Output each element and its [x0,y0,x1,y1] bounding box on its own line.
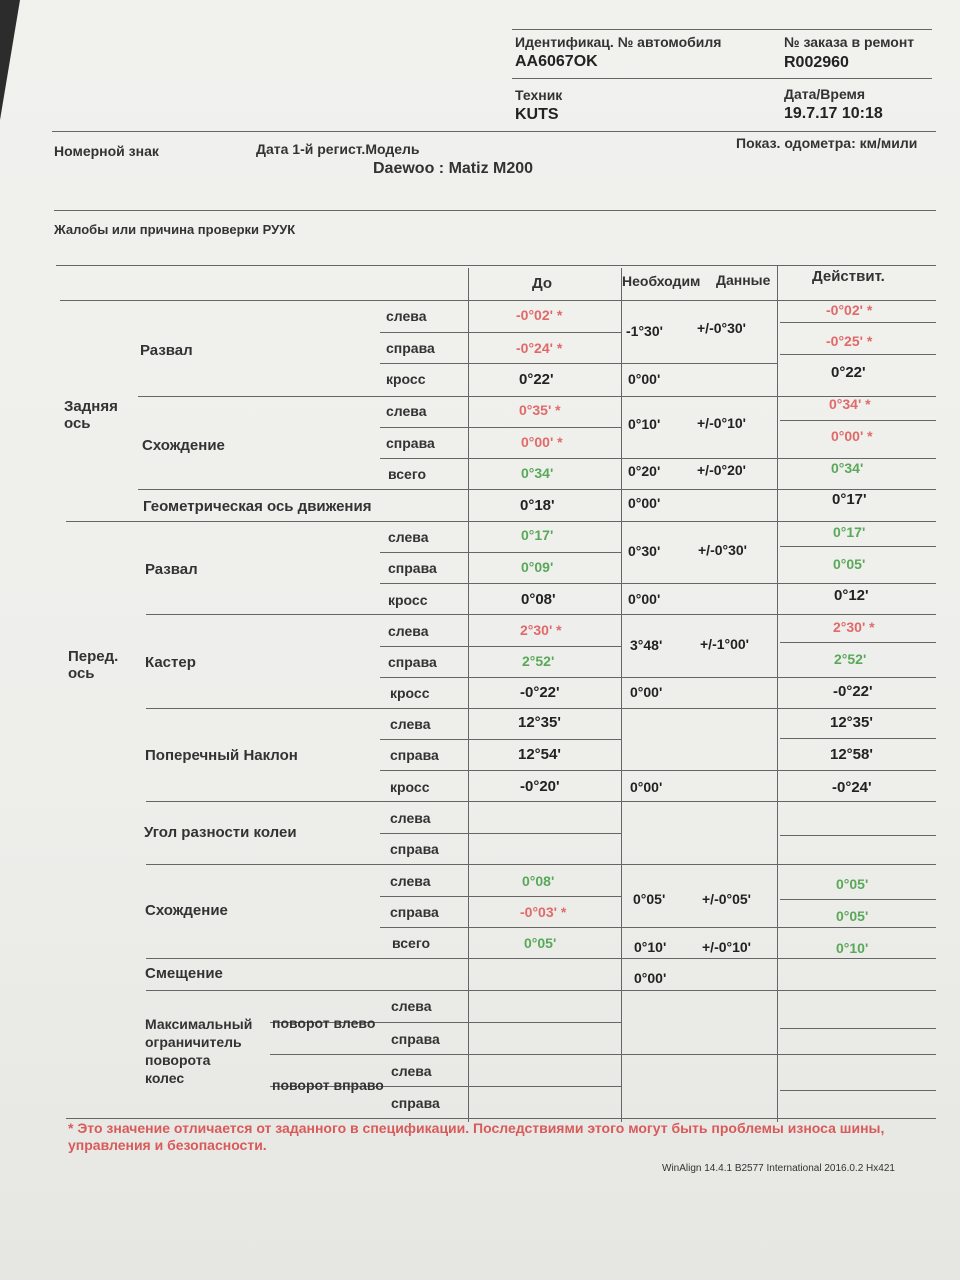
front-toe-right-label: справа [390,904,439,920]
front-toe-required: 0°05' [633,891,666,907]
turn-right-right-label: справа [391,1095,440,1111]
turn-left-right-label: справа [391,1031,440,1047]
rear-toe-right-actual: 0°00' * [831,428,873,444]
plate-label: Номерной знак [54,143,159,159]
front-sai-left-actual: 12°35' [830,714,873,731]
front-toe-left-label: слева [390,873,431,889]
order-value: R002960 [784,54,849,71]
row-rule [780,354,936,355]
front-camber-left-actual: 0°17' [833,524,866,540]
col-data: Данные [716,272,771,288]
rear-axle-label-2: ось [64,415,91,432]
front-sai-cross-actual: -0°24' [832,779,872,796]
col-required: Необходим [622,273,701,289]
row-rule [380,552,621,553]
rear-camber-tolerance: +/-0°30' [697,320,747,336]
rear-camber-cross-actual: 0°22' [831,364,866,381]
front-camber-right-before: 0°09' [521,559,554,575]
rear-toe-left-before: 0°35' * [519,402,561,418]
front-sai-right-actual: 12°58' [830,746,873,763]
front-toe-total-actual: 0°10' [836,940,869,956]
tech-value: KUTS [515,106,559,123]
row-rule [66,521,936,522]
front-toe-right-actual: 0°05' [836,908,869,924]
row-rule [380,833,621,834]
front-maxturn-label-4: колес [145,1070,185,1086]
front-camber-label: Развал [145,561,198,578]
front-camber-cross-required: 0°00' [628,591,661,607]
row-rule [780,738,936,739]
row-rule [380,646,621,647]
front-toe-diff-label: Угол разности колеи [144,824,297,841]
rear-toe-right-label: справа [386,435,435,451]
front-maxturn-label-3: поворота [145,1052,211,1068]
front-sai-right-before: 12°54' [518,746,561,763]
rear-toe-total-actual: 0°34' [831,460,864,476]
rear-toe-total-required: 0°20' [628,463,661,479]
front-camber-tolerance: +/-0°30' [698,542,748,558]
front-setback-label: Смещение [145,965,223,982]
vehicle-model: Daewoo : Matiz M200 [373,160,534,177]
front-caster-tolerance: +/-1°00' [700,636,750,652]
turn-right-label: поворот вправо [272,1077,384,1093]
front-maxturn-label-1: Максимальный [145,1016,253,1032]
table-top-rule [56,265,936,266]
front-caster-label: Кастер [145,654,196,671]
vehicle-top-rule [52,131,936,132]
front-toe-diff-right-label: справа [390,841,439,857]
rear-thrust-required: 0°00' [628,495,661,511]
row-rule [146,614,936,615]
rear-camber-required: -1°30' [626,323,663,339]
row-rule [780,1090,936,1091]
grid-vline-actual [777,265,778,1122]
front-sai-cross-label: кросс [390,779,430,795]
turn-left-left-label: слева [391,998,432,1014]
front-caster-right-actual: 2°52' [834,651,867,667]
front-sai-left-before: 12°35' [518,714,561,731]
front-caster-left-actual: 2°30' * [833,619,875,635]
rear-thrust-actual: 0°17' [832,491,867,508]
header-mid-rule [512,78,932,79]
front-toe-total-label: всего [392,935,431,951]
row-rule [380,770,936,771]
row-rule [780,322,936,323]
front-sai-label: Поперечный Наклон [145,747,298,764]
rear-toe-total-before: 0°34' [521,465,554,481]
front-caster-cross-required: 0°00' [630,684,663,700]
turn-right-left-label: слева [391,1063,432,1079]
table-bottom-rule [66,1118,936,1119]
rear-camber-right-actual: -0°25' * [826,333,873,349]
front-caster-cross-before: -0°22' [520,684,560,701]
row-rule [146,801,936,802]
front-caster-cross-actual: -0°22' [833,683,873,700]
rear-camber-left-label: слева [386,308,427,324]
front-caster-right-label: справа [388,654,437,670]
complaints-label: Жалобы или причина проверки РУУК [54,222,296,237]
row-rule [380,363,777,364]
front-sai-left-label: слева [390,716,431,732]
row-rule [380,427,621,428]
front-caster-left-before: 2°30' * [520,622,562,638]
front-camber-cross-label: кросс [388,592,428,608]
row-rule [780,642,936,643]
row-rule [780,899,936,900]
order-label: № заказа в ремонт [784,34,915,50]
rear-camber-right-before: -0°24' * [516,340,563,356]
row-rule [380,927,936,928]
rear-axle-label-1: Задняя [64,398,118,415]
row-rule [780,546,936,547]
vin-label: Идентификац. № автомобиля [515,34,722,50]
front-caster-cross-label: кросс [390,685,430,701]
front-camber-cross-before: 0°08' [521,591,556,608]
rear-toe-left-label: слева [386,403,427,419]
date-label: Дата/Время [784,86,866,102]
row-rule [380,583,936,584]
col-actual: Действит. [812,268,885,285]
complaints-top-rule [54,210,936,211]
row-rule [138,489,936,490]
front-toe-left-actual: 0°05' [836,876,869,892]
rear-camber-left-actual: -0°02' * [826,302,873,318]
rear-toe-total-tolerance: +/-0°20' [697,462,747,478]
front-toe-total-tolerance: +/-0°10' [702,939,752,955]
row-rule [146,864,936,865]
row-rule [146,958,936,959]
front-camber-cross-actual: 0°12' [834,587,869,604]
odometer-label: Показ. одометра: км/мили [736,135,918,151]
header-top-rule [512,29,932,30]
tech-label: Техник [515,87,563,103]
front-sai-cross-required: 0°00' [630,779,663,795]
row-rule [380,739,621,740]
out-of-spec-warning: * Это значение отличается от заданного в спецификации. Последствиями этого могут быть проблемы износа шины, управления и безопасности. [68,1120,885,1153]
front-toe-right-before: -0°03' * [520,904,567,920]
front-camber-right-actual: 0°05' [833,556,866,572]
front-toe-left-before: 0°08' [522,873,555,889]
rear-thrust-before: 0°18' [520,497,555,514]
vin-value: AA6067OK [515,53,598,70]
reg-model-label: Дата 1-й регист.Модель [256,141,420,157]
front-camber-left-before: 0°17' [521,527,554,543]
row-rule [380,896,621,897]
front-toe-total-required: 0°10' [634,939,667,955]
front-caster-right-before: 2°52' [522,653,555,669]
rear-toe-left-actual: 0°34' * [829,396,871,412]
front-caster-required: 3°48' [630,637,663,653]
rear-camber-cross-required: 0°00' [628,371,661,387]
rear-toe-total-label: всего [388,466,427,482]
front-maxturn-label-2: ограничитель [145,1034,242,1050]
front-toe-tolerance: +/-0°05' [702,891,752,907]
col-before: До [532,275,553,292]
rear-toe-label: Схождение [142,437,225,454]
front-setback-required: 0°00' [634,970,667,986]
front-sai-cross-before: -0°20' [520,778,560,795]
rear-camber-right-label: справа [386,340,435,356]
rear-camber-cross-before: 0°22' [519,371,554,388]
rear-camber-label: Развал [140,342,193,359]
row-rule [146,990,936,991]
rear-camber-cross-label: кросс [386,371,426,387]
front-sai-right-label: справа [390,747,439,763]
date-value: 19.7.17 10:18 [784,105,883,122]
software-version-footer: WinAlign 14.4.1 B2577 International 2016.0.2 Hx421 [662,1163,895,1174]
row-rule [780,835,936,836]
rear-toe-required: 0°10' [628,416,661,432]
turn-left-label: поворот влево [272,1015,376,1031]
row-rule [380,677,936,678]
rear-thrust-label: Геометрическая ось движения [143,498,372,515]
front-camber-right-label: справа [388,560,437,576]
columns-bottom-rule [60,300,936,301]
rear-toe-right-before: 0°00' * [521,434,563,450]
front-axle-label-2: ось [68,665,95,682]
row-rule [780,1028,936,1029]
front-toe-label: Схождение [145,902,228,919]
front-camber-left-label: слева [388,529,429,545]
row-rule [270,1054,936,1055]
front-caster-left-label: слева [388,623,429,639]
row-rule [380,458,936,459]
rear-camber-left-before: -0°02' * [516,307,563,323]
front-toe-total-before: 0°05' [524,935,557,951]
front-axle-label-1: Перед. [68,648,119,665]
row-rule [146,708,936,709]
row-rule [780,420,936,421]
front-camber-required: 0°30' [628,543,661,559]
rear-toe-tolerance: +/-0°10' [697,415,747,431]
page-corner-shadow [0,0,20,120]
front-toe-diff-left-label: слева [390,810,431,826]
row-rule [138,396,936,397]
row-rule [380,332,621,333]
